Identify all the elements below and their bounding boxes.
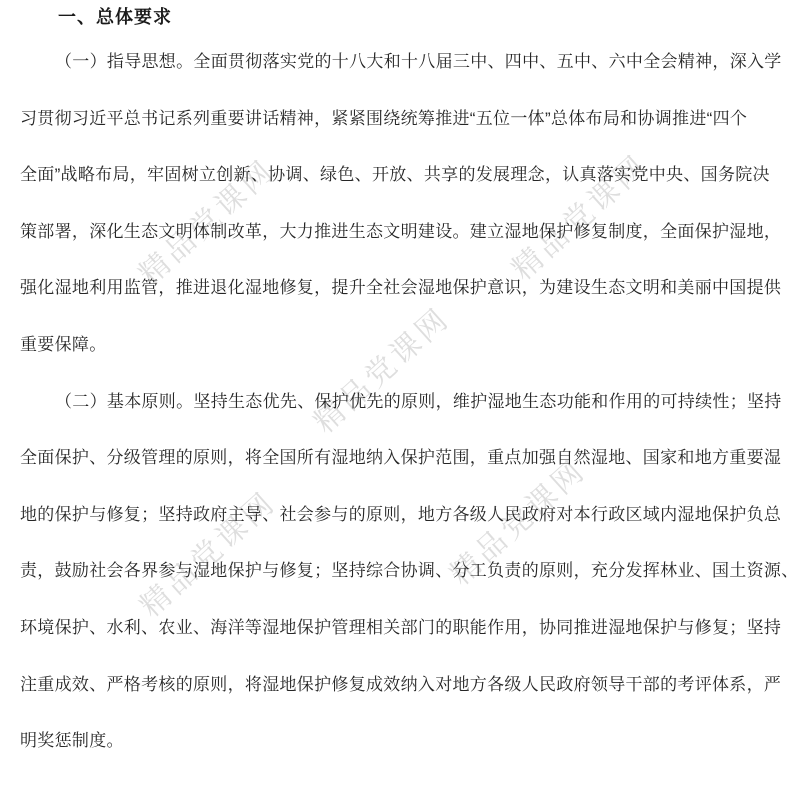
watermark-text: 精品党课网 bbox=[308, 301, 457, 440]
paragraph-line: 全面”战略布局，牢固树立创新、协调、绿色、开放、共享的发展理念，认真落实党中央、国务院决 bbox=[20, 165, 770, 185]
paragraph-line: （一）指导思想。全面贯彻落实党的十八大和十八届三中、四中、五中、六中全会精神，深入学 bbox=[55, 52, 782, 71]
paragraph-line: 责，鼓励社会各界参与湿地保护与修复；坚持综合协调、分工负责的原则，充分发挥林业、国土资源、 bbox=[20, 561, 799, 581]
watermark-text: 精品党课网 bbox=[134, 485, 283, 624]
paragraph-basic-principles bbox=[20, 374, 799, 770]
section-heading: 一、总体要求 bbox=[58, 7, 172, 27]
paragraph-line: 重要保障。 bbox=[20, 334, 107, 354]
watermark-text: 精品党课网 bbox=[444, 453, 593, 592]
paragraph-line: 明奖惩制度。 bbox=[20, 731, 124, 751]
paragraph-line: 全面保护、分级管理的原则，将全国所有湿地纳入保护范围，重点加强自然湿地、国家和地方重要湿 bbox=[20, 448, 782, 468]
watermark-text: 精品党课网 bbox=[506, 148, 655, 287]
paragraph-line: 注重成效、严格考核的原则，将湿地保护修复成效纳入对地方各级人民政府领导干部的考评体系，严 bbox=[20, 674, 782, 694]
paragraph-line: 强化湿地利用监管，推进退化湿地修复，提升全社会湿地保护意识，为建设生态文明和美丽中国提供 bbox=[20, 278, 782, 298]
paragraph-line: 策部署，深化生态文明体制改革，大力推进生态文明建设。建立湿地保护修复制度，全面保护湿地， bbox=[20, 221, 782, 241]
paragraph-line: 环境保护、水利、农业、海洋等湿地保护管理相关部门的职能作用，协同推进湿地保护与修复；坚持 bbox=[20, 617, 782, 637]
watermark-text: 精品党课网 bbox=[133, 153, 282, 292]
paragraph-line: （二）基本原则。坚持生态优先、保护优先的原则，维护湿地生态功能和作用的可持续性；坚持 bbox=[55, 391, 782, 411]
paragraph-line: 习贯彻习近平总书记系列重要讲话精神，紧紧围绕统筹推进“五位一体”总体布局和协调推进“四个 bbox=[20, 108, 748, 128]
paragraph-line: 地的保护与修复；坚持政府主导、社会参与的原则，地方各级人民政府对本行政区域内湿地保护负总 bbox=[20, 504, 782, 524]
paragraph-guiding-ideology bbox=[20, 34, 780, 374]
